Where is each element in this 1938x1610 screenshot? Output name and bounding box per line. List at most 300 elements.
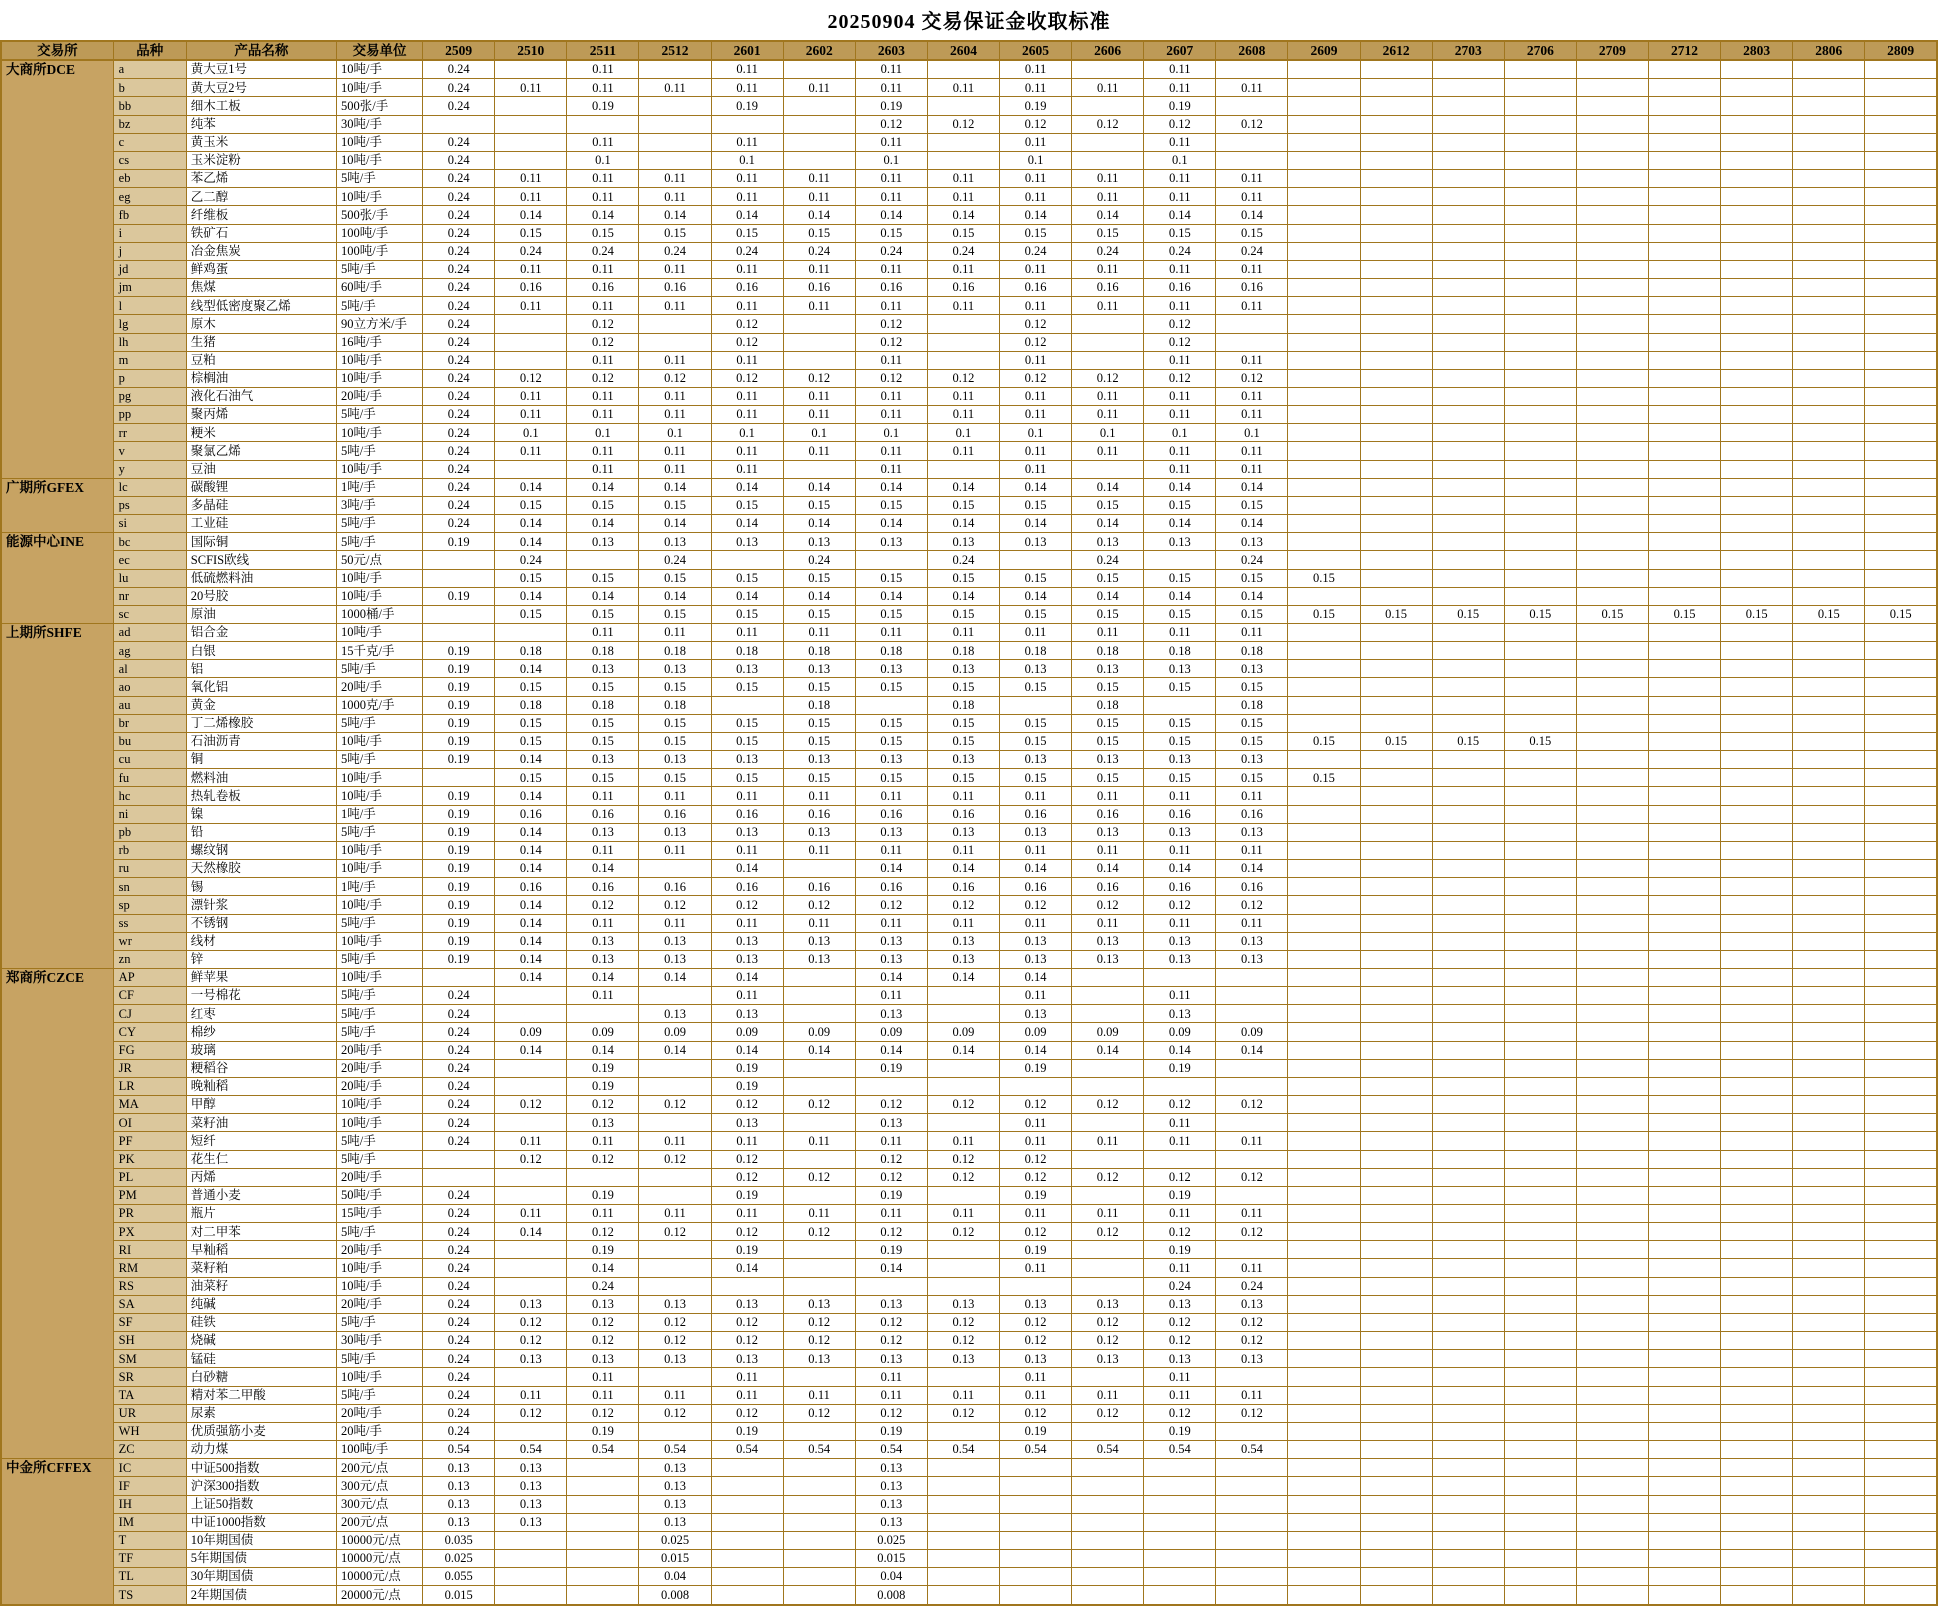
- margin-value-cell: 0.19: [423, 732, 495, 750]
- margin-value-cell: [1144, 1513, 1216, 1531]
- margin-value-cell: [1288, 823, 1360, 841]
- margin-value-cell: [1288, 170, 1360, 188]
- unit-cell: 5吨/手: [337, 950, 423, 968]
- margin-value-cell: 0.11: [567, 387, 639, 405]
- margin-value-cell: 0.13: [639, 1005, 711, 1023]
- unit-cell: 5吨/手: [337, 751, 423, 769]
- margin-value-cell: [1865, 1549, 1937, 1567]
- unit-cell: 10吨/手: [337, 932, 423, 950]
- margin-value-cell: [1144, 1568, 1216, 1586]
- margin-value-cell: [1648, 678, 1720, 696]
- margin-value-cell: [1648, 279, 1720, 297]
- margin-value-cell: [1865, 1259, 1937, 1277]
- margin-value-cell: [495, 351, 567, 369]
- margin-value-cell: [1360, 1495, 1432, 1513]
- margin-value-cell: [1576, 1041, 1648, 1059]
- margin-value-cell: 0.12: [567, 1223, 639, 1241]
- margin-value-cell: 0.15: [927, 605, 999, 623]
- margin-value-cell: [1648, 60, 1720, 79]
- margin-value-cell: 0.11: [927, 841, 999, 859]
- margin-value-cell: 0.13: [1072, 823, 1144, 841]
- margin-value-cell: [1576, 1549, 1648, 1567]
- margin-value-cell: 0.16: [1000, 279, 1072, 297]
- table-row: [1, 1441, 1937, 1459]
- margin-value-cell: 0.12: [567, 369, 639, 387]
- margin-value-cell: 0.24: [423, 1096, 495, 1114]
- margin-value-cell: [1504, 787, 1576, 805]
- margin-value-cell: [1648, 1386, 1720, 1404]
- margin-value-cell: 0.18: [1216, 696, 1288, 714]
- margin-value-cell: 0.24: [423, 97, 495, 115]
- margin-value-cell: [1072, 315, 1144, 333]
- margin-value-cell: 0.11: [855, 914, 927, 932]
- margin-value-cell: 0.15: [567, 224, 639, 242]
- table-row: [1, 1568, 1937, 1586]
- table-row: [1, 151, 1937, 169]
- table-row: [1, 188, 1937, 206]
- table-header-row: [1, 41, 1937, 60]
- margin-value-cell: [783, 860, 855, 878]
- margin-value-cell: 0.11: [927, 787, 999, 805]
- margin-value-cell: [1360, 60, 1432, 79]
- margin-value-cell: [1288, 1186, 1360, 1204]
- margin-value-cell: 0.24: [423, 1186, 495, 1204]
- margin-value-cell: [1360, 1059, 1432, 1077]
- margin-value-cell: 0.14: [855, 587, 927, 605]
- product-name-cell: 线型低密度聚乙烯: [186, 297, 336, 315]
- product-name-cell: 优质强筋小麦: [186, 1422, 336, 1440]
- margin-value-cell: 0.14: [783, 515, 855, 533]
- margin-value-cell: [495, 1059, 567, 1077]
- table-row: [1, 714, 1937, 732]
- code-cell: TF: [113, 1549, 186, 1567]
- margin-value-cell: 0.11: [567, 60, 639, 79]
- margin-value-cell: [1576, 1168, 1648, 1186]
- margin-value-cell: 0.16: [855, 878, 927, 896]
- margin-value-cell: [423, 1150, 495, 1168]
- margin-value-cell: 0.14: [495, 860, 567, 878]
- margin-value-cell: [1360, 769, 1432, 787]
- margin-value-cell: [1360, 260, 1432, 278]
- margin-value-cell: [423, 569, 495, 587]
- margin-value-cell: 0.18: [639, 696, 711, 714]
- margin-value-cell: 0.015: [639, 1549, 711, 1567]
- margin-value-cell: [1721, 115, 1793, 133]
- margin-value-cell: 0.14: [1000, 860, 1072, 878]
- margin-value-cell: [1288, 896, 1360, 914]
- margin-value-cell: 0.15: [1216, 769, 1288, 787]
- margin-value-cell: 0.16: [567, 805, 639, 823]
- unit-cell: 20吨/手: [337, 1422, 423, 1440]
- margin-value-cell: [1865, 97, 1937, 115]
- margin-value-cell: [1576, 1313, 1648, 1331]
- margin-value-cell: [1865, 1150, 1937, 1168]
- margin-value-cell: 0.19: [567, 97, 639, 115]
- margin-value-cell: 0.15: [927, 496, 999, 514]
- margin-value-cell: [783, 987, 855, 1005]
- unit-cell: 10吨/手: [337, 1114, 423, 1132]
- margin-value-cell: 0.14: [855, 968, 927, 986]
- margin-value-cell: [1216, 1422, 1288, 1440]
- margin-value-cell: 0.13: [423, 1495, 495, 1513]
- margin-value-cell: 0.12: [567, 333, 639, 351]
- margin-value-cell: [1432, 79, 1504, 97]
- margin-value-cell: [1648, 1459, 1720, 1477]
- margin-value-cell: 0.1: [855, 151, 927, 169]
- margin-value-cell: [927, 1422, 999, 1440]
- margin-value-cell: 0.19: [423, 878, 495, 896]
- margin-value-cell: 0.12: [1216, 115, 1288, 133]
- margin-value-cell: 0.12: [927, 1332, 999, 1350]
- margin-value-cell: [423, 605, 495, 623]
- product-name-cell: 红枣: [186, 1005, 336, 1023]
- margin-value-cell: [1360, 151, 1432, 169]
- margin-value-cell: 0.13: [711, 1114, 783, 1132]
- margin-value-cell: [1648, 1259, 1720, 1277]
- margin-value-cell: 0.13: [639, 1477, 711, 1495]
- margin-value-cell: [783, 60, 855, 79]
- margin-value-cell: [1360, 1259, 1432, 1277]
- table-row: [1, 1404, 1937, 1422]
- col-header-month: 2809: [1865, 41, 1937, 60]
- margin-value-cell: [1721, 860, 1793, 878]
- margin-value-cell: [1576, 224, 1648, 242]
- margin-value-cell: 0.15: [1360, 605, 1432, 623]
- margin-value-cell: [495, 1586, 567, 1605]
- margin-value-cell: [1288, 1041, 1360, 1059]
- margin-value-cell: [1432, 714, 1504, 732]
- margin-value-cell: [1865, 1077, 1937, 1095]
- margin-value-cell: [1432, 1023, 1504, 1041]
- margin-value-cell: [1793, 206, 1865, 224]
- margin-value-cell: 0.1: [1144, 151, 1216, 169]
- margin-value-cell: 0.1: [1216, 424, 1288, 442]
- margin-value-cell: [1504, 642, 1576, 660]
- margin-value-cell: 0.11: [567, 297, 639, 315]
- margin-value-cell: [1721, 1132, 1793, 1150]
- product-name-cell: 冶金焦炭: [186, 242, 336, 260]
- margin-value-cell: 0.11: [711, 133, 783, 151]
- margin-value-cell: [1360, 170, 1432, 188]
- margin-value-cell: 0.14: [639, 1041, 711, 1059]
- margin-value-cell: [1721, 260, 1793, 278]
- margin-value-cell: [1793, 1422, 1865, 1440]
- margin-value-cell: 0.12: [567, 1150, 639, 1168]
- margin-value-cell: [1504, 1586, 1576, 1605]
- margin-value-cell: [1288, 1332, 1360, 1350]
- table-row: [1, 1386, 1937, 1404]
- margin-value-cell: [1648, 1168, 1720, 1186]
- margin-value-cell: [1072, 968, 1144, 986]
- margin-value-cell: 0.14: [927, 587, 999, 605]
- margin-value-cell: 0.11: [711, 351, 783, 369]
- margin-value-cell: [1576, 823, 1648, 841]
- margin-value-cell: 0.12: [1216, 1404, 1288, 1422]
- margin-value-cell: [1360, 1223, 1432, 1241]
- margin-value-cell: [1793, 1223, 1865, 1241]
- margin-value-cell: [1504, 1041, 1576, 1059]
- margin-value-cell: 0.11: [927, 260, 999, 278]
- margin-value-cell: [1288, 115, 1360, 133]
- margin-value-cell: 0.15: [1360, 732, 1432, 750]
- margin-value-cell: [1360, 642, 1432, 660]
- margin-value-cell: [1288, 987, 1360, 1005]
- margin-value-cell: [1576, 932, 1648, 950]
- margin-value-cell: [711, 1495, 783, 1513]
- margin-value-cell: 0.11: [495, 297, 567, 315]
- margin-value-cell: [1504, 351, 1576, 369]
- margin-value-cell: 0.14: [1072, 1041, 1144, 1059]
- margin-value-cell: 0.15: [1072, 714, 1144, 732]
- margin-value-cell: [1576, 1077, 1648, 1095]
- margin-value-cell: 0.11: [927, 1386, 999, 1404]
- margin-value-cell: [1360, 714, 1432, 732]
- margin-value-cell: 0.24: [711, 242, 783, 260]
- margin-value-cell: [1721, 496, 1793, 514]
- margin-value-cell: 0.11: [495, 442, 567, 460]
- margin-value-cell: 0.19: [423, 696, 495, 714]
- margin-value-cell: 0.11: [1144, 170, 1216, 188]
- code-cell: sc: [113, 605, 186, 623]
- margin-value-cell: [639, 1077, 711, 1095]
- table-row: [1, 1114, 1937, 1132]
- margin-value-cell: [1576, 787, 1648, 805]
- margin-value-cell: 0.14: [855, 206, 927, 224]
- margin-value-cell: 0.11: [711, 787, 783, 805]
- margin-value-cell: [1288, 387, 1360, 405]
- margin-value-cell: [1072, 133, 1144, 151]
- margin-value-cell: 0.24: [1072, 242, 1144, 260]
- margin-value-cell: [1360, 279, 1432, 297]
- margin-value-cell: 0.12: [567, 315, 639, 333]
- margin-value-cell: [1793, 351, 1865, 369]
- margin-value-cell: [495, 1241, 567, 1259]
- code-cell: pg: [113, 387, 186, 405]
- margin-value-cell: 0.18: [639, 642, 711, 660]
- margin-value-cell: [1648, 1059, 1720, 1077]
- product-name-cell: 丙烯: [186, 1168, 336, 1186]
- margin-value-cell: [1721, 1059, 1793, 1077]
- unit-cell: 10吨/手: [337, 460, 423, 478]
- margin-value-cell: [1432, 424, 1504, 442]
- margin-value-cell: 0.19: [855, 1186, 927, 1204]
- margin-value-cell: 0.13: [1000, 950, 1072, 968]
- margin-value-cell: [1072, 1531, 1144, 1549]
- margin-value-cell: [1793, 1404, 1865, 1422]
- margin-value-cell: [1504, 496, 1576, 514]
- margin-value-cell: [1288, 533, 1360, 551]
- margin-value-cell: 0.12: [855, 369, 927, 387]
- margin-value-cell: 0.008: [855, 1586, 927, 1605]
- margin-value-cell: 0.13: [639, 1350, 711, 1368]
- margin-value-cell: 0.19: [855, 97, 927, 115]
- margin-value-cell: [1360, 624, 1432, 642]
- margin-value-cell: [1360, 1368, 1432, 1386]
- margin-value-cell: [1360, 1077, 1432, 1095]
- product-name-cell: 20号胶: [186, 587, 336, 605]
- margin-value-cell: [1721, 1386, 1793, 1404]
- margin-value-cell: 0.18: [783, 642, 855, 660]
- margin-value-cell: [1721, 60, 1793, 79]
- margin-value-cell: 0.19: [423, 896, 495, 914]
- margin-value-cell: [1504, 515, 1576, 533]
- margin-value-cell: [1721, 1205, 1793, 1223]
- unit-cell: 10吨/手: [337, 1368, 423, 1386]
- margin-value-cell: [1865, 369, 1937, 387]
- margin-value-cell: [1072, 987, 1144, 1005]
- product-name-cell: 铅: [186, 823, 336, 841]
- margin-value-cell: [1793, 678, 1865, 696]
- table-row: [1, 279, 1937, 297]
- margin-value-cell: [1504, 406, 1576, 424]
- exchange-cell: 中金所CFFEX: [1, 1459, 113, 1605]
- margin-value-cell: [855, 1277, 927, 1295]
- margin-value-cell: [927, 1186, 999, 1204]
- margin-value-cell: [1721, 1422, 1793, 1440]
- col-header-month: 2603: [855, 41, 927, 60]
- code-cell: zn: [113, 950, 186, 968]
- margin-value-cell: [1648, 369, 1720, 387]
- margin-value-cell: 0.11: [639, 460, 711, 478]
- margin-value-cell: [855, 1077, 927, 1095]
- margin-value-cell: 0.15: [567, 714, 639, 732]
- margin-value-cell: [1793, 406, 1865, 424]
- margin-value-cell: 0.16: [927, 878, 999, 896]
- code-cell: y: [113, 460, 186, 478]
- margin-value-cell: 0.14: [1000, 587, 1072, 605]
- margin-value-cell: 0.15: [1000, 769, 1072, 787]
- margin-value-cell: [1360, 860, 1432, 878]
- exchange-cell: 能源中心INE: [1, 533, 113, 624]
- margin-value-cell: 0.055: [423, 1568, 495, 1586]
- margin-value-cell: [1288, 496, 1360, 514]
- margin-value-cell: 0.16: [1072, 279, 1144, 297]
- margin-value-cell: 0.14: [567, 478, 639, 496]
- margin-value-cell: 0.24: [423, 387, 495, 405]
- margin-value-cell: [1793, 1568, 1865, 1586]
- margin-value-cell: [1072, 1277, 1144, 1295]
- margin-value-cell: [1793, 424, 1865, 442]
- product-name-cell: 焦煤: [186, 279, 336, 297]
- margin-value-cell: [1432, 496, 1504, 514]
- margin-value-cell: 0.24: [423, 188, 495, 206]
- margin-value-cell: 0.12: [639, 1332, 711, 1350]
- margin-value-cell: [1648, 1096, 1720, 1114]
- margin-value-cell: 0.15: [783, 714, 855, 732]
- margin-value-cell: [423, 968, 495, 986]
- margin-value-cell: 0.15: [1144, 224, 1216, 242]
- margin-value-cell: [1721, 1313, 1793, 1331]
- margin-value-cell: 0.12: [1144, 1223, 1216, 1241]
- margin-value-cell: [1793, 297, 1865, 315]
- margin-value-cell: 0.11: [1072, 624, 1144, 642]
- code-cell: PK: [113, 1150, 186, 1168]
- margin-value-cell: 0.14: [1072, 206, 1144, 224]
- table-row: [1, 823, 1937, 841]
- margin-value-cell: 0.15: [639, 714, 711, 732]
- margin-value-cell: 0.13: [423, 1477, 495, 1495]
- margin-value-cell: [1576, 805, 1648, 823]
- margin-value-cell: [1216, 1531, 1288, 1549]
- margin-value-cell: [1504, 460, 1576, 478]
- margin-value-cell: 0.11: [567, 1205, 639, 1223]
- margin-value-cell: 0.15: [1072, 569, 1144, 587]
- margin-value-cell: 0.12: [1072, 1404, 1144, 1422]
- margin-value-cell: [1721, 1277, 1793, 1295]
- margin-value-cell: [1721, 333, 1793, 351]
- margin-value-cell: [1793, 769, 1865, 787]
- margin-value-cell: [1360, 1422, 1432, 1440]
- margin-value-cell: [1576, 714, 1648, 732]
- margin-value-cell: 0.11: [855, 1205, 927, 1223]
- margin-value-cell: 0.18: [1000, 642, 1072, 660]
- margin-value-cell: [783, 97, 855, 115]
- margin-value-cell: [1576, 1241, 1648, 1259]
- margin-value-cell: 0.14: [855, 1259, 927, 1277]
- margin-value-cell: [783, 1477, 855, 1495]
- margin-value-cell: [1432, 1259, 1504, 1277]
- margin-value-cell: [1144, 1459, 1216, 1477]
- code-cell: l: [113, 297, 186, 315]
- margin-value-cell: [1288, 224, 1360, 242]
- margin-value-cell: [1504, 1005, 1576, 1023]
- margin-value-cell: [1504, 442, 1576, 460]
- margin-value-cell: 0.12: [495, 1096, 567, 1114]
- margin-value-cell: [1360, 1332, 1432, 1350]
- unit-cell: 5吨/手: [337, 406, 423, 424]
- margin-value-cell: [1288, 60, 1360, 79]
- margin-value-cell: [927, 1586, 999, 1605]
- margin-value-cell: [1648, 1568, 1720, 1586]
- margin-value-cell: 0.14: [1216, 515, 1288, 533]
- margin-value-cell: [1793, 1313, 1865, 1331]
- margin-value-cell: [1721, 1477, 1793, 1495]
- margin-value-cell: 0.12: [711, 1332, 783, 1350]
- margin-value-cell: 0.12: [927, 115, 999, 133]
- margin-value-cell: [1072, 460, 1144, 478]
- table-row: [1, 569, 1937, 587]
- margin-value-cell: 0.04: [639, 1568, 711, 1586]
- margin-value-cell: [1793, 1241, 1865, 1259]
- margin-value-cell: [1288, 1259, 1360, 1277]
- margin-value-cell: 0.11: [1144, 1386, 1216, 1404]
- unit-cell: 5吨/手: [337, 260, 423, 278]
- margin-value-cell: 0.24: [423, 206, 495, 224]
- margin-value-cell: [639, 1059, 711, 1077]
- code-cell: IF: [113, 1477, 186, 1495]
- margin-value-cell: 0.18: [1072, 696, 1144, 714]
- table-row: [1, 1350, 1937, 1368]
- table-row: [1, 787, 1937, 805]
- margin-value-cell: [1504, 1077, 1576, 1095]
- margin-value-cell: [1576, 896, 1648, 914]
- code-cell: CY: [113, 1023, 186, 1041]
- margin-value-cell: 0.13: [1000, 823, 1072, 841]
- margin-value-cell: [1865, 1023, 1937, 1041]
- margin-value-cell: [1648, 1132, 1720, 1150]
- col-header-exchange: 交易所: [1, 41, 113, 60]
- table-row: [1, 1023, 1937, 1041]
- margin-value-cell: 0.13: [855, 932, 927, 950]
- margin-value-cell: [639, 115, 711, 133]
- margin-value-cell: 0.12: [1072, 1223, 1144, 1241]
- margin-value-cell: 0.15: [711, 678, 783, 696]
- col-header-month: 2709: [1576, 41, 1648, 60]
- margin-value-cell: [1360, 206, 1432, 224]
- margin-value-cell: [1721, 1223, 1793, 1241]
- margin-value-cell: [1504, 97, 1576, 115]
- unit-cell: 20吨/手: [337, 1059, 423, 1077]
